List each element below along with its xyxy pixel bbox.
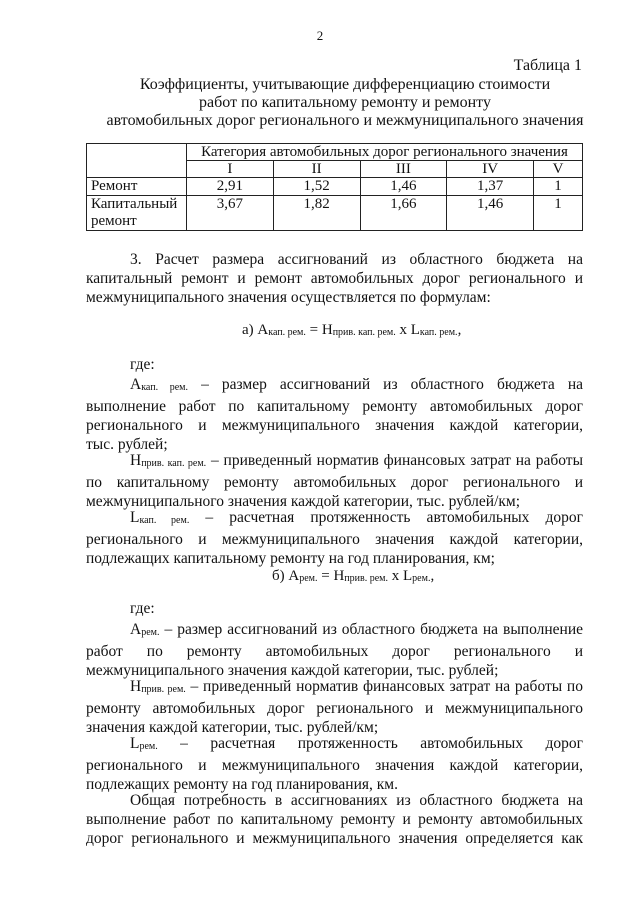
formula-a: а) $А_{кап. рем.} = Н_{прив. кап. рем.}$ х $L_{кап. рем.}$, [242,322,462,338]
title-line: Коэффициенты, учитывающие дифференциацию стоимости [139,76,551,93]
table-cell: 1,37 [447,178,534,196]
text-line: регионального и межмуниципального значения каждой категории, [86,531,583,548]
table-cell: 1,46 [360,178,447,196]
text-line: межмуниципального значения каждой категории, тыс. рублей; [86,662,499,679]
category-header: V [534,161,583,178]
table-cell: 2,91 [187,178,274,196]
coefficients-table [86,143,583,231]
text-line: тыс. рублей; [86,436,168,453]
text-line: значения каждой категории, тыс. рублей/км; [86,719,379,736]
table-cell: 1 [534,196,583,231]
text-line: подлежащих капитальному ремонту на год планирования, км; [86,550,495,567]
formula-b: б) $А_{рем.} = Н_{прив. рем.}$ х $L_{рем.}$, [272,568,435,584]
text-line: $А_{кап. рем.}$ – размер ассигнований из областного бюджета на [130,376,583,393]
category-header: I [187,161,274,178]
category-header: III [360,161,447,178]
category-group-header: Категория автомобильных дорог регионального значения [187,144,583,161]
definition-a-rem [86,620,583,680]
table-cell: 3,67 [187,196,274,231]
table-header-row [87,144,583,161]
table-cell: 1,66 [360,196,447,231]
text-line: межмуниципального значения каждой категории, тыс. рублей/км; [86,493,521,510]
row-label [87,196,187,231]
text-line: межмуниципального значения осуществляется по формулам: [86,289,491,306]
table-title [100,76,590,130]
text-line: капитальный ремонт и ремонт автомобильных дорог регионального и [86,270,583,287]
text-line: $А_{рем.}$ – размер ассигнований из областного бюджета на выполнение [130,621,583,638]
table-cell: 1,52 [273,178,360,196]
text-line: ремонту автомобильных дорог регионального и межмуниципального [86,700,583,717]
definition-a-kap [86,375,583,454]
text-line: $L_{кап. рем.}$ – расчетная протяженность автомобильных дорог [130,509,583,526]
text-line: 3. Расчет размера ассигнований из областного бюджета на [130,251,583,268]
text-line: работ по ремонту автомобильных дорог регионального и [86,643,583,660]
table-row [87,178,583,196]
text-line: по капитальному ремонту автомобильных дорог регионального и [86,474,583,491]
table-row [87,196,583,231]
definition-n-kap [86,451,583,511]
text-line: $L_{рем.}$ – расчетная протяженность автомобильных дорог [130,735,583,752]
definition-l-kap [86,508,583,568]
definition-l-rem [86,734,583,794]
table-cell: 1,82 [273,196,360,231]
row-label-line: ремонт [91,213,137,229]
category-header: IV [447,161,534,178]
text-line: регионального и межмуниципального значения каждой категории, [86,417,583,434]
text-line: $Н_{прив. рем.}$ – приведенный норматив финансовых затрат на работы по [130,678,583,695]
title-line: работ по капитальному ремонту и ремонту [199,94,491,111]
text-line: выполнение работ по капитальному ремонту автомобильных дорог [86,398,583,415]
paragraph-total [86,791,583,848]
text-line: выполнение работ по капитальному ремонту и ремонту автомобильных [86,811,583,828]
definition-n-rem [86,677,583,737]
table-cell: 1 [534,178,583,196]
where-label: где: [130,356,155,373]
text-line: $Н_{прив. кап. рем.}$ – приведенный норматив финансовых затрат на работы [130,452,583,469]
where-label: где: [130,600,155,617]
text-line: Общая потребность в ассигнованиях из областного бюджета на [130,792,583,809]
text-line: подлежащих ремонту на год планирования, км. [86,776,398,793]
category-header: II [273,161,360,178]
page-number: 2 [316,28,324,43]
title-line: автомобильных дорог регионального и межмуниципального значения [106,112,584,129]
table-cell: 1,46 [447,196,534,231]
text-line: регионального и межмуниципального значения каждой категории, [86,757,583,774]
text-line: дорог регионального и межмуниципального значения определяется как [86,830,583,847]
empty-corner-cell [87,144,187,178]
row-label: Ремонт [87,178,187,196]
paragraph-item-3 [86,250,583,307]
table-label: Таблица 1 [513,57,582,74]
row-label-line: Капитальный [91,196,178,212]
